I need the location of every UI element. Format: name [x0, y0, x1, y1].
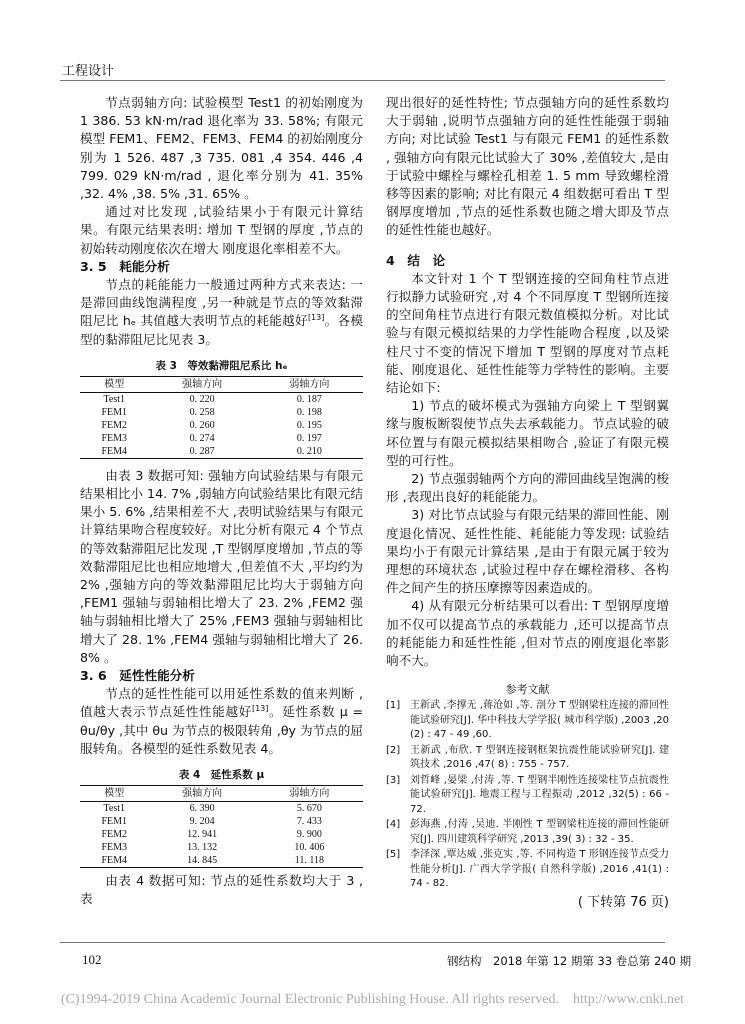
- footer-rule: [60, 942, 665, 943]
- reference-item: [1] 王新武 ,李撑无 ,蒋沧如 ,等. 剖分 T 型钢梁柱连接的滞回性能试验研究[J]. 华中科技大学学报( 城市科学版) ,2003 ,20 (2) : 47 - 49 ,60.: [386, 700, 669, 741]
- conclusion-2: 2) 节点强弱轴两个方向的滞回曲线呈饱满的梭形 ,表现出良好的耗能能力。: [386, 471, 669, 505]
- table-row: FEM2 0. 260 0. 195: [101, 419, 322, 431]
- page-number: 102: [82, 952, 102, 967]
- reference-item: [5] 李泽深 ,覃达威 ,张克实 ,等. 不同构造 T 形钢连接节点受力性能分析[J]. 广西大学学报( 自然科学版) ,2016 ,41(1) : 74 - 82.: [386, 849, 669, 890]
- table-row: Test1 6. 390 5. 670: [103, 803, 322, 815]
- table-row: Test1 0. 220 0. 187: [103, 393, 322, 405]
- table-row: FEM4 14. 845 11. 118: [80, 854, 363, 868]
- paragraph: 通过对比发现 ,试验结果小于有限元计算结果。有限元结果表明: 增加 T 型钢的厚度 ,节点的初始转动刚度依次在增大 刚度退化率相差不大。: [80, 204, 363, 256]
- copyright-watermark: (C)1994-2019 China Academic Journal Electronic Publishing House. All rights reserved. http://www.cnki.net: [60, 992, 685, 1007]
- table-4: 模型 强轴方向 弱轴方向 Test1 6. 390 5. 670 FEM1 9. 204 7. 433 FEM2 12. 941 9. 900 FEM3 13. 132 10. 406 FEM4 14. 845 11. 118: [80, 785, 363, 868]
- table-row: FEM3 0. 274 0. 197: [101, 432, 322, 444]
- table-row: FEM1 0. 258 0. 198: [101, 406, 322, 418]
- left-column: [80, 94, 363, 909]
- reference-item: [4] 彭海燕 ,付涛 ,吴迪. 半刚性 T 型钢梁柱连接的滞回性能研究[J]. 四川建筑科学研究 ,2013 ,39( 3) : 32 - 35.: [386, 819, 669, 845]
- header-rule: [60, 80, 665, 81]
- running-header: 工程设计: [62, 64, 115, 79]
- paragraph: 由表 3 数据可知: 强轴方向试验结果与有限元结果相比小 14. 7% ,弱轴方向试验结果比有限元结果小 5. 6% ,结果相差不大 ,表明试验结果与有限元计算结果吻合程度较好。对比分析有限元 4 个节点的等效黏滞阻尼比发现 ,T 型钢厚度增加 ,节点的等效黏滞阻尼比也相应地增大 ,但差值不大 ,平均约为 2% ,强轴方向的等效黏滞阻尼比均大于弱轴方向 ,FEM1 强轴与弱轴相比增大了 23. 2% ,FEM2 强轴与弱轴相比增大了 25% ,FEM3 强轴与弱轴相比增大了 28. 1% ,FEM4 强轴与弱轴相比增大了 26. 8% 。: [80, 467, 363, 665]
- reference-item: [3] 刘哲峰 ,晏梁 ,付涛 ,等. T 型钢半刚性连接梁柱节点抗震性能试验研究[J]. 地震工程与工程振动 ,2012 ,32(5) : 66 - 72.: [386, 774, 669, 815]
- table-row: FEM2 12. 941 9. 900: [101, 829, 322, 841]
- table-3: 模型 强轴方向 弱轴方向 Test1 0. 220 0. 187 FEM1 0. 258 0. 198 FEM2 0. 260 0. 195 FEM3 0. 274 0. 197 FEM4 0. 287 0. 210: [80, 376, 363, 459]
- references-list: [386, 699, 669, 892]
- paragraph: 节点弱轴方向: 试验模型 Test1 的初始刚度为 1 386. 53 kN·m/rad 退化率为 33. 58%; 有限元模型 FEM1、FEM2、FEM3、FEM4 的初始刚度分别为 1 526. 487 ,3 735. 081 ,4 354. 446 ,4 799. 029 kN·m/rad , 退化率分别为 41. 35% ,32. 4% ,38. 5% ,31. 65% 。: [80, 95, 363, 202]
- table-4-caption: 表 4 延性系数 μ: [178, 769, 265, 782]
- citation: [13]: [307, 313, 325, 323]
- reference-item: [2] 王新武 ,布欣. T 型钢连接钢框架抗震性能试验研究[J]. 建筑技术 ,2016 ,47( 8) : 755 - 757.: [386, 744, 669, 771]
- table-row: FEM1 9. 204 7. 433: [101, 816, 322, 828]
- table-row: FEM3 13. 132 10. 406: [101, 842, 325, 854]
- right-column: [386, 94, 669, 911]
- paragraph: 由表 4 数据可知: 节点的延性系数均大于 3 ,表: [80, 873, 363, 907]
- conclusion-1: 1) 节点的破坏模式为强轴方向梁上 T 型钢翼缘与腹板断裂使节点失去承载能力。节点试验的破坏位置与有限元模拟结果相吻合 ,验证了有限元模型的可行性。: [386, 398, 669, 468]
- paragraph: 节点的延性性能可以用延性系数的值来判断 , 值越大表示节点延性性能越好[13]。延性系数 μ = θu/θy ,其中 θu 为节点的极限转角 ,θy 为节点的屈服转角。各模型的延性系数见表 4。: [80, 686, 364, 756]
- table-row: FEM4 0. 287 0. 210: [80, 445, 363, 459]
- conclusion-4: 4) 从有限元分析结果可以看出: T 型钢厚度增加不仅可以提高节点的承载能力 ,还可以提高节点的耗能能力和延性性能 ,但对节点的刚度退化率影响不大。: [386, 598, 669, 669]
- paragraph: 节点的耗能能力一般通过两种方式来表达: 一是滞回曲线饱满程度 ,另一种就是节点的等效黏滞阻尼比 hₑ 其值越大表明节点的耗能越好[13]。各模型的黏滞阻尼比见表 3。: [80, 277, 364, 347]
- journal-info: 钢结构 2018 年第 12 期第 33 卷总第 240 期: [447, 954, 692, 968]
- paragraph: 现出很好的延性特性; 节点强轴方向的延性系数均大于弱轴 ,说明节点强轴方向的延性性能强于弱轴方向; 对比试验 Test1 与有限元 FEM1 的延性系数 , 强轴方向有限元比试验大了 30% ,差值较大 ,是由于试验中螺栓与螺栓孔相差 1. 5 mm 导致螺栓滑移等因素的影响; 对比有限元 4 组数据可看出 T 型钢厚度增加 ,节点的延性系数也随之增大即及节点的延性性能也越好。: [386, 95, 669, 238]
- continued-note: ( 下转第 76 页): [577, 894, 669, 910]
- section-heading-3-6: 3. 6 延性性能分析: [80, 668, 195, 684]
- paragraph: 本文针对 1 个 T 型钢连接的空间角柱节点进行拟静力试验研究 ,对 4 个不同厚度 T 型钢所连接的空间角柱节点进行有限元数值模拟分析。对比试验与有限元模拟结果的力学性能吻合程度 ,以及梁柱尺寸不变的情况下增加 T 型钢的厚度对节点耗能、刚度退化、延性性能等力学特性的影响。主要结论如下:: [386, 270, 669, 396]
- section-heading-4: 4 结 论: [386, 252, 446, 268]
- section-heading-3-5: 3. 5 耗能分析: [80, 258, 170, 274]
- table-3-caption: 表 3 等效黏滞阻尼系比 hₑ: [155, 359, 288, 372]
- conclusion-3: 3) 对比节点试验与有限元结果的滞回性能、刚度退化情况、延性性能、耗能能力等发现: 试验结果均小于有限元计算结果 ,是由于有限元属于较为理想的环境状态 ,试验过程中存在螺栓滑移、各构件之间产生的挤压摩擦等因素造成的。: [386, 507, 669, 596]
- citation: [13]: [251, 704, 269, 714]
- references-title: 参考文献: [505, 683, 550, 697]
